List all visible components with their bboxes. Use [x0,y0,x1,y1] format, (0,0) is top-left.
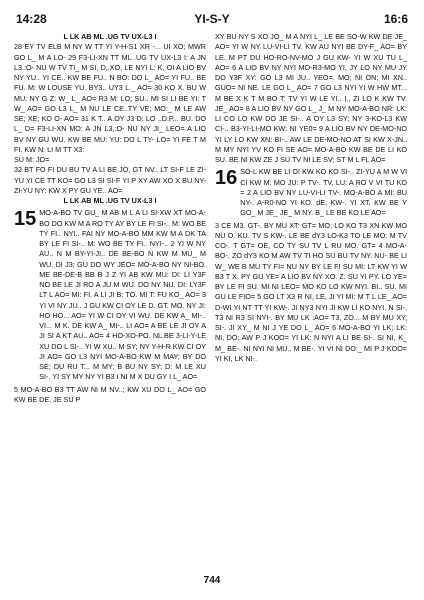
section-heading: L LK AB ML .UG TV UX-L3 I [63,196,157,205]
chapter-number: 15 [14,208,37,231]
header-right-reference: 16:6 [383,12,408,26]
header-left-reference: 14:28 [16,12,47,26]
verse-paragraph: XY BU NY S XO JO_ M A NYI L_ LE BE SO-W KW DE JE_ AO= YI W NY LU-VI-LI TV. KW AU NYI BE DY-F_ AO= BY LE. M PT DU HO-RO-NV-MO J GU KW- YI W XU TU L_ AO= 6 A LIO BV NY NYI MO-R3-MO YI, JY LO NY MU JY DO Y3F XY: GO L3 MI JU.. YEO=. MO; NI ON; MI XN.. GUO= NI NE. LE GO L_ AO= 7 GO L3 NYI YI W HW MT... M BE X K T M BO T: TV YI W LE YI.. I., ZI LO K KW TV. JE_ AO= 8 A LIO BV NY GO L_ J_ M NY MO-A-BO NR: LK: LI CO LO KW DO JE SI-.. A OY L3 SY; NY 3-KO-L3 KW CI-.. B3-YI-LI-MO KW: NI YE0= 9 A LIO BV NY DE-MO-NO YI LY LO KW XN: BI-.. AW LE DE-MO-NO AT SI KW X-JN.. M MY NYI YV KO FI SE AO= MO-A-BO KW BE DE LI KO SU. BE NI KW ZE J SU TV NI LE SV; ST M L FL AO= [215,32,407,164]
verse-paragraph: SU M: JO= [14,155,50,164]
chapter-number: 16 [215,167,238,190]
section-heading: L LK AB ML .UG TV UX-L3 I [63,32,157,41]
header-book-title: YI-S-Y [194,12,230,26]
chapter-block [215,167,407,218]
chapter-text: SO-L KW BE LI O! KW KO KO SI-.. ZI-YU A M W VI CI KW M: MO JU: P TV-. TV, LU: A RO V VI TU KO = 2 A LIO BV NY LU-VI-LI TV-. MO-A-BO A MI: BU NY-. A-R0-NO YI KO. dE; KW-. YI XT, KW BE Y GO_ M JE_ JE_ M NY. B_ LE BE KO LE AO= [240,167,407,218]
right-column [215,32,407,364]
chapter-block [14,208,206,382]
verse-paragraph: 5 MO-A-BO B3 TT AW NI M NV..; KW XU DO L_ AO= GO KW BE DE, JE SU P [14,384,206,404]
verse-paragraph: 32 BT FO FI DU BU TV A LI BE JO, GT NV.. LT SI-F LE ZI-YU YI CE TT KO= GO L3 SI SI-F YI P XY AW XO X BU NY- ZI-YU NY: KW X PY GU YE.. AO= [14,165,206,195]
text-columns [14,30,410,570]
running-header [14,8,410,30]
verse-paragraph: 28 EY TV ELB M NY W TT YI Y-H-S1 XR -... UI XO; MWR GO L_ M A LO- 29 F3-LI-XN TT ML .UG TV UX-L3 I: A JN L3.:O- NU W TV TI_ M SI, D,.XO, LE NYI L: K, OI A LIO BV NY YU.. YI CE.. KW BE FU.. N BO: DO L_ AO= YI FU.. BE FU. M: W LOUSE YU. BY3.. UY3 L._ AO= 30 KO X. BU W MU: NY G Z: W_ L_ AO= R3 M: LO; SU.. MI SI LI BE YI: T W_ AO= GO L3 L_ M NU LE CE..TY VE; MO:_ M LE AW SE; XE; KO O- AO= 31 K T.. A.OY J3 D: LO ..D.P... BU. DO L_ D= F3-LI-XN MO: A JN L3,:O- NU NY JI_ LEO= A LIO BV NY GU WU. KW BE MU: YU: DO L TY- LO= YI FE T M FI. KW N: LI M TT X3: [14,42,206,154]
chapter-text: MO-A-BO TV GU_ M AB M L A LI SI-XW XT MO-A-BO DO KW M A RO TY AY BY LE FI SI-.. M: WO BE TY FI.. NYI.. FAI NY MO-A-BO MM KW M A DK TA BY LE FI SI-.. M: WO BE TY FI.. NYI-.. 2 YI W NY AU.. N M BY-YI-JI.. DE BE-BO N KW M MU_ M WU. DI J3; GU DO WY JEO= MO-A-BO NY NI-BO. ME BE-DE-B BB B J Z YI AB KW MU: DI: LI Y3F NO BE LE JI RO A JU M WU. DO NY NU. DI: LY3F LT L AO= MI: FI. A LI JI B: TO. MI T: FU KO_ AO= 3 YI VI NY JU.. J GU KW CI OY LE D. GT. MO. NY JI: HO HO... AO= YI W CI OY VI WU. DE KW A_ MI-.. VI... M K. DE KW A_ MI-.. LI AO= A BE LE JI OY A JI SI A KT AU.. AO= 4 HO-XO-PO. NL BE 3-LI-Y-LE XU DO L SI-.. YI W XU.. M SY; NY Y-H-R KW CI OY JI AO= GO L3 NYI MO-A-BO KW M MAY; BY DO SE; DU RU T... M MY; B BU NY SY; D: M LE XU SI-. YI SY MY NY YI B3 I NI M X DU GY I L_ AO= [39,208,206,382]
left-column [14,32,206,405]
page-number: 744 [203,575,221,586]
verse-paragraph: 3 CE M3. GT-. BY MU XT: GT= MO; LO KO T3 XN KW MO NU O. KU. TV S KW-. LE BE dY3 LO-K3 TO LE MO: M TV CO-. T GT= OE, CO TY SU TV L RU MO. GT= 4 MO-A-BO-. ZO dY3 KO M AW TV TI HO SU BU TV NY. NU- BE LI W_ WE B MU TY FI= NU NY BY LE FI SU MI: LT KW YI W B3 T X. PY GU YE= A LIO BV NY XO. Z: SU YI PY. LO YE= BY LE FI SU. MI NI LEO= MO KO LO KW NYI. BI.. SU. MI GU LE FIO= 5 GO LT X3 R NI, LE, JI YI MI: M T L LE_ AO= D-WI YI NT TT YI KW-. JI NY3 NYI JI KW LI KO NYI. N SI-. T3 NI R3 SI NYI-. BY MU LK :AO= T3, ZO... M BY MU XY, SI-. JI XY_ M NI J YE DO L_ AO= 6 MO-A-BO YI LK; LK: NI, DO; AW P J KOO= YI LK: N NYI A LI BE SI-. SI NI, K_ M_ BE-. NI NYI NI MU.. M BE-. YI VI NI DO:_ MI P J KOO= YI KI, LK NI-. [215,220,407,363]
